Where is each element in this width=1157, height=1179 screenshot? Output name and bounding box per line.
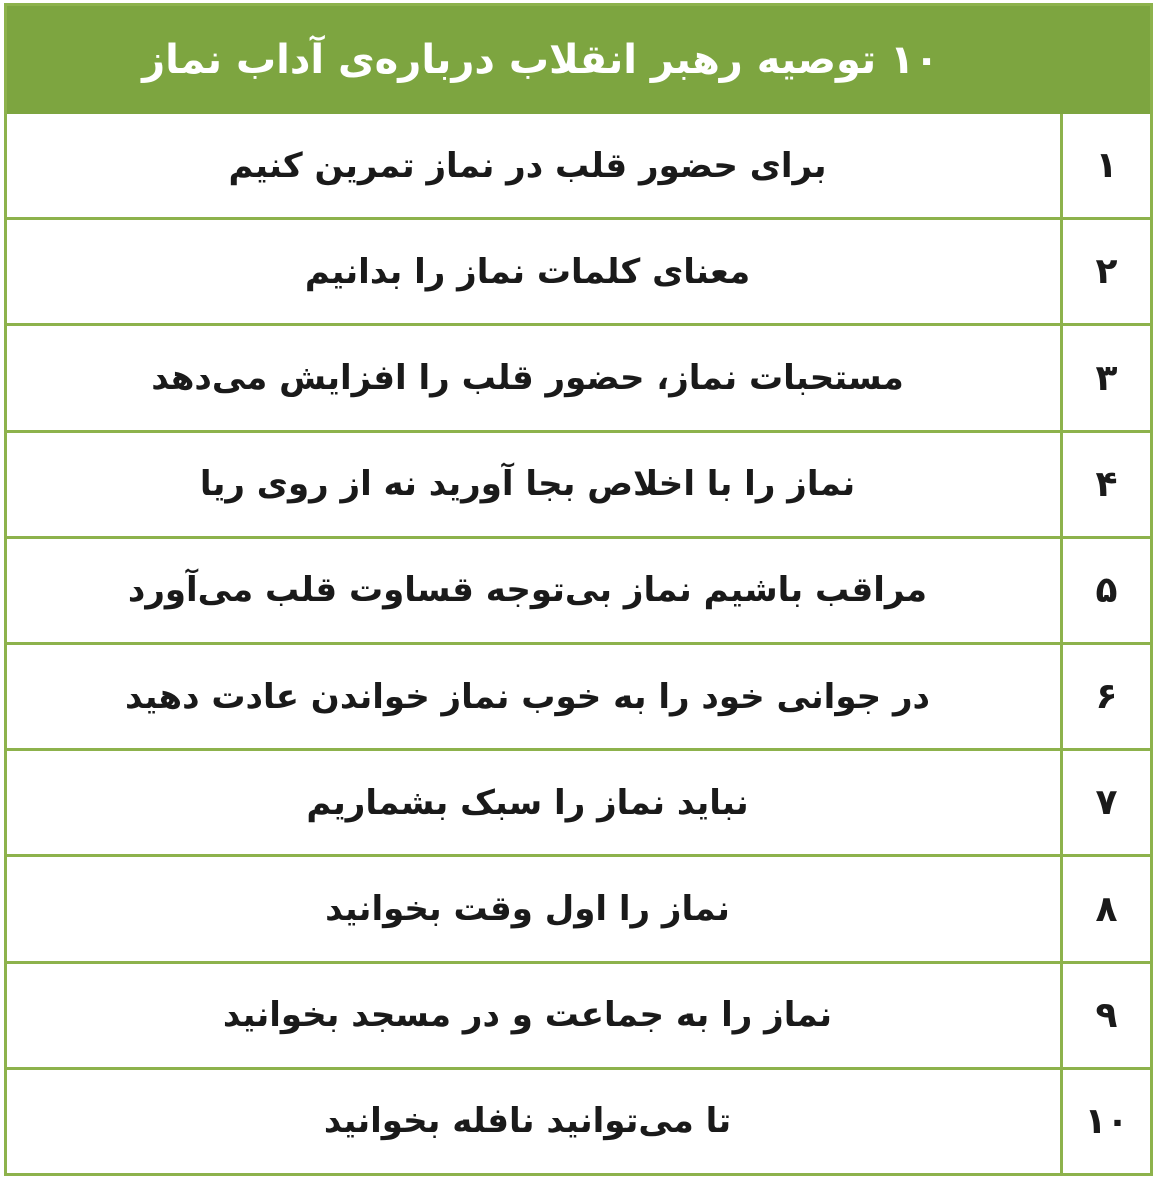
row-number: ۴: [1095, 463, 1118, 505]
recommendation-text: معنای کلمات نماز را بدانیم: [304, 251, 751, 292]
row-number-cell: [1060, 751, 1150, 854]
table-title: ۱۰ توصیه رهبر انقلاب درباره‌ی آداب نماز: [142, 37, 939, 83]
row-number-cell: [1060, 326, 1150, 429]
row-number-cell: [1060, 857, 1150, 960]
row-number: ۳: [1095, 357, 1118, 399]
recommendation-cell: [7, 645, 1060, 748]
row-number: ۵: [1095, 569, 1118, 611]
row-number-cell: [1060, 539, 1150, 642]
row-number: ۱۰: [1084, 1100, 1129, 1142]
recommendation-text: برای حضور قلب در نماز تمرین کنیم: [228, 145, 827, 186]
recommendation-text: تا می‌توانید نافله بخوانید: [323, 1101, 732, 1142]
table-row: [7, 1067, 1150, 1173]
table-row: [7, 323, 1150, 429]
table-row: [7, 114, 1150, 217]
recommendation-text: مستحبات نماز، حضور قلب را افزایش می‌دهد: [151, 358, 904, 398]
recommendation-cell: [7, 114, 1060, 217]
row-number-cell: [1060, 433, 1150, 536]
row-number-cell: [1060, 1070, 1150, 1173]
row-number: ۷: [1095, 782, 1118, 824]
row-number: ۲: [1095, 251, 1118, 293]
recommendation-text: نماز را اول وقت بخوانید: [325, 889, 730, 930]
table-row: [7, 854, 1150, 960]
recommendation-cell: [7, 857, 1060, 960]
row-number: ۸: [1095, 888, 1118, 930]
recommendation-cell: [7, 220, 1060, 323]
table-row: [7, 217, 1150, 323]
recommendations-table: [4, 3, 1153, 1176]
table-row: [7, 961, 1150, 1067]
recommendation-cell: [7, 433, 1060, 536]
table-row: [7, 642, 1150, 748]
table-body: [7, 114, 1150, 1173]
recommendation-cell: [7, 1070, 1060, 1173]
row-number-cell: [1060, 645, 1150, 748]
row-number-cell: [1060, 220, 1150, 323]
recommendation-text: نباید نماز را سبک بشماریم: [306, 782, 749, 823]
recommendation-cell: [7, 539, 1060, 642]
recommendation-cell: [7, 326, 1060, 429]
recommendation-text: مراقب باشیم نماز بی‌توجه قساوت قلب می‌آورد: [127, 570, 928, 611]
recommendation-cell: [7, 751, 1060, 854]
recommendation-cell: [7, 964, 1060, 1067]
row-number-cell: [1060, 114, 1150, 217]
recommendation-text: نماز را با اخلاص بجا آورید نه از روی ریا: [199, 464, 856, 505]
table-row: [7, 430, 1150, 536]
row-number: ۹: [1095, 994, 1118, 1036]
row-number-cell: [1060, 964, 1150, 1067]
row-number: ۶: [1095, 676, 1118, 718]
table-row: [7, 748, 1150, 854]
row-number: ۱: [1095, 145, 1118, 187]
recommendation-text: در جوانی خود را به خوب نماز خواندن عادت دهید: [124, 676, 930, 717]
table-header: [7, 6, 1150, 114]
table-row: [7, 536, 1150, 642]
recommendation-text: نماز را به جماعت و در مسجد بخوانید: [222, 995, 833, 1036]
